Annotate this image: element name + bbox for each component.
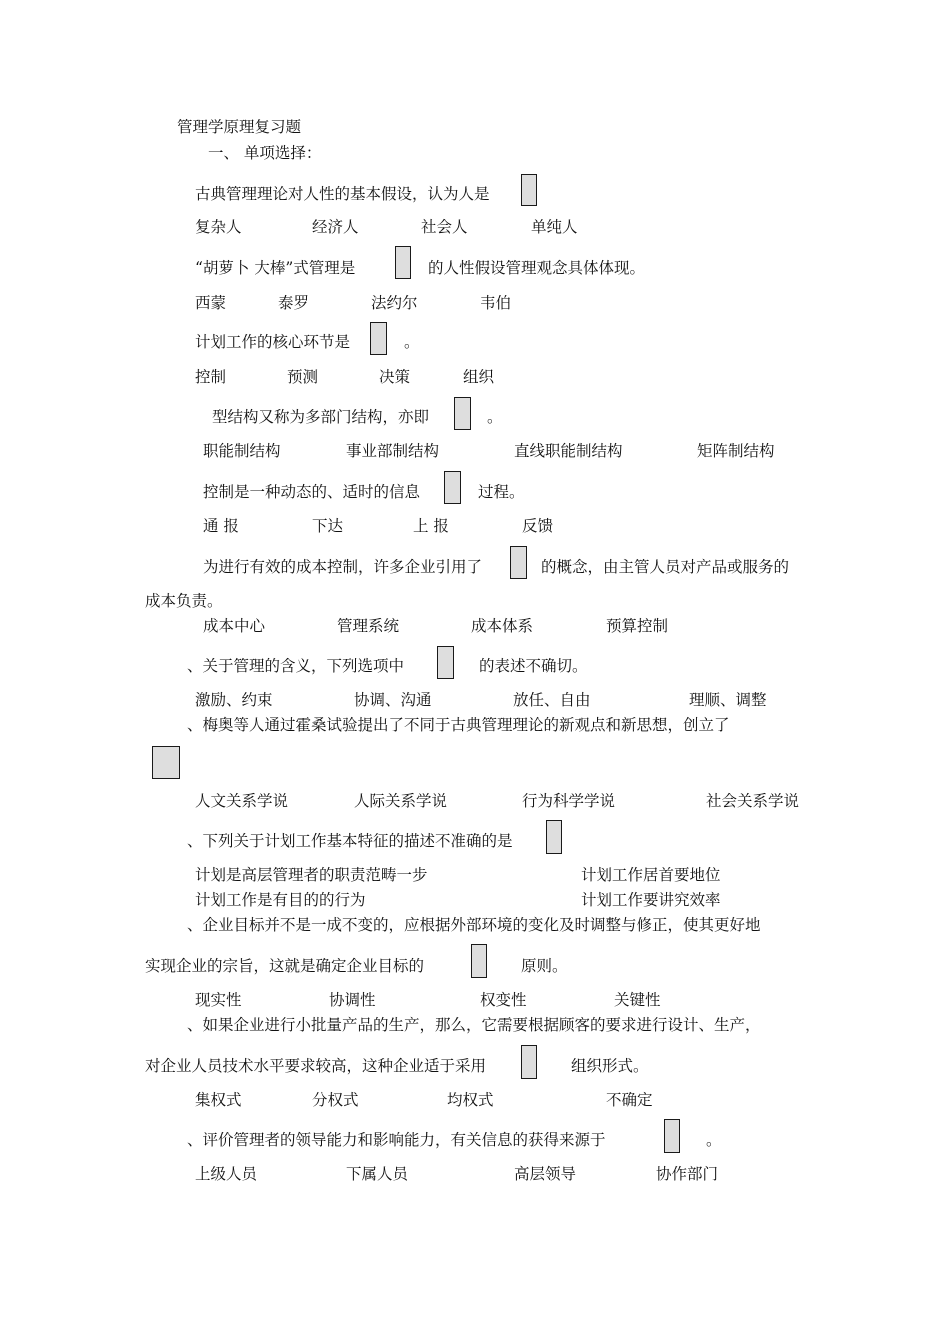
q5-option-a: 通 报 (203, 517, 239, 535)
question-5-stem: 控制是一种动态的、适时的信息 (203, 483, 421, 501)
answer-blank-9[interactable] (546, 820, 562, 854)
q4-option-c: 直线职能制结构 (514, 442, 623, 460)
question-11-stem-end: 组织形式。 (571, 1057, 649, 1075)
q7-option-d: 理顺、调整 (689, 691, 767, 709)
question-6-stem-middle: 的概念，由主管人员对产品或服务的 (541, 558, 790, 576)
q10-option-c: 权变性 (480, 991, 527, 1009)
answer-blank-5[interactable] (444, 471, 461, 504)
answer-blank-3[interactable] (370, 322, 387, 355)
q6-option-b: 管理系统 (337, 617, 400, 635)
question-10-stem-end: 原则。 (521, 957, 568, 975)
question-10-stem: 、企业目标并不是一成不变的，应根据外部环境的变化及时调整与修正，使其更好地 (187, 916, 761, 934)
q10-option-a: 现实性 (195, 991, 242, 1009)
q3-option-d: 组织 (463, 368, 495, 386)
question-2-stem: “胡萝卜 大棒”式管理是 (195, 259, 356, 277)
question-5-stem-end: 过程。 (478, 483, 525, 501)
q11-option-d: 不确定 (606, 1091, 653, 1109)
q3-option-c: 决策 (379, 368, 411, 386)
q1-option-b: 经济人 (312, 218, 359, 236)
q2-option-c: 法约尔 (371, 294, 418, 312)
q4-option-b: 事业部制结构 (346, 442, 440, 460)
q5-option-d: 反馈 (522, 517, 554, 535)
q11-option-b: 分权式 (312, 1091, 359, 1109)
section-heading: 一、 单项选择： (208, 144, 322, 162)
question-7-stem: 、关于管理的含义，下列选项中 (187, 657, 405, 675)
q12-option-c: 高层领导 (514, 1165, 577, 1183)
question-4-stem: 型结构又称为多部门结构，亦即 (212, 408, 430, 426)
question-12-stem: 、评价管理者的领导能力和影响能力，有关信息的获得来源于 (187, 1131, 606, 1149)
answer-blank-8[interactable] (152, 746, 180, 779)
question-10-stem-line2: 实现企业的宗旨，这就是确定企业目标的 (145, 957, 425, 975)
answer-blank-7[interactable] (437, 646, 454, 679)
q2-option-a: 西蒙 (195, 294, 227, 312)
q10-option-d: 关键性 (614, 991, 661, 1009)
question-7-stem-end: 的表述不确切。 (479, 657, 588, 675)
q3-option-b: 预测 (287, 368, 319, 386)
q7-option-a: 激励、约束 (195, 691, 273, 709)
q8-option-c: 行为科学学说 (522, 792, 616, 810)
question-1-stem: 古典管理理论对人性的基本假设，认为人是 (195, 185, 490, 203)
q11-option-c: 均权式 (447, 1091, 494, 1109)
q6-option-d: 预算控制 (606, 617, 669, 635)
question-12-stem-end: 。 (706, 1131, 722, 1149)
question-6-stem: 为进行有效的成本控制，许多企业引用了 (203, 558, 483, 576)
answer-blank-1[interactable] (521, 174, 537, 206)
q12-option-a: 上级人员 (195, 1165, 258, 1183)
answer-blank-10[interactable] (471, 944, 487, 978)
question-3-stem-end: 。 (404, 333, 420, 351)
q6-option-c: 成本体系 (471, 617, 534, 635)
question-6-stem-end: 成本负责。 (145, 592, 223, 610)
q2-option-d: 韦伯 (480, 294, 512, 312)
question-11-stem: 、如果企业进行小批量产品的生产，那么，它需要根据顾客的要求进行设计、生产， (187, 1016, 761, 1034)
answer-blank-6[interactable] (510, 546, 527, 579)
q8-option-d: 社会关系学说 (706, 792, 800, 810)
answer-blank-2[interactable] (395, 246, 411, 279)
q1-option-d: 单纯人 (531, 218, 578, 236)
document-title: 管理学原理复习题 (177, 118, 302, 136)
q4-option-d: 矩阵制结构 (697, 442, 775, 460)
question-8-stem: 、梅奥等人通过霍桑试验提出了不同于古典管理理论的新观点和新思想，创立了 (187, 716, 730, 734)
answer-blank-12[interactable] (664, 1119, 680, 1153)
question-2-stem-end: 的人性假设管理观念具体体现。 (428, 259, 646, 277)
q9-option-c: 计划工作是有目的的行为 (195, 891, 366, 909)
q2-option-b: 泰罗 (278, 294, 310, 312)
question-9-stem: 、下列关于计划工作基本特征的描述不准确的是 (187, 832, 513, 850)
answer-blank-11[interactable] (521, 1045, 537, 1079)
q5-option-c: 上 报 (413, 517, 449, 535)
q9-option-a: 计划是高层管理者的职责范畴一步 (195, 866, 428, 884)
q4-option-a: 职能制结构 (203, 442, 281, 460)
question-3-stem: 计划工作的核心环节是 (195, 333, 351, 351)
q8-option-b: 人际关系学说 (354, 792, 448, 810)
q1-option-a: 复杂人 (195, 218, 242, 236)
q8-option-a: 人文关系学说 (195, 792, 289, 810)
question-11-stem-line2: 对企业人员技术水平要求较高，这种企业适于采用 (145, 1057, 487, 1075)
q3-option-a: 控制 (195, 368, 227, 386)
q9-option-b: 计划工作居首要地位 (581, 866, 721, 884)
q7-option-b: 协调、沟通 (354, 691, 432, 709)
answer-blank-4[interactable] (454, 397, 471, 430)
q9-option-d: 计划工作要讲究效率 (581, 891, 721, 909)
q12-option-d: 协作部门 (656, 1165, 719, 1183)
q7-option-c: 放任、自由 (513, 691, 591, 709)
q6-option-a: 成本中心 (203, 617, 266, 635)
q1-option-c: 社会人 (421, 218, 468, 236)
q10-option-b: 协调性 (329, 991, 376, 1009)
question-4-stem-end: 。 (487, 408, 503, 426)
q12-option-b: 下属人员 (346, 1165, 409, 1183)
q5-option-b: 下达 (312, 517, 344, 535)
q11-option-a: 集权式 (195, 1091, 242, 1109)
